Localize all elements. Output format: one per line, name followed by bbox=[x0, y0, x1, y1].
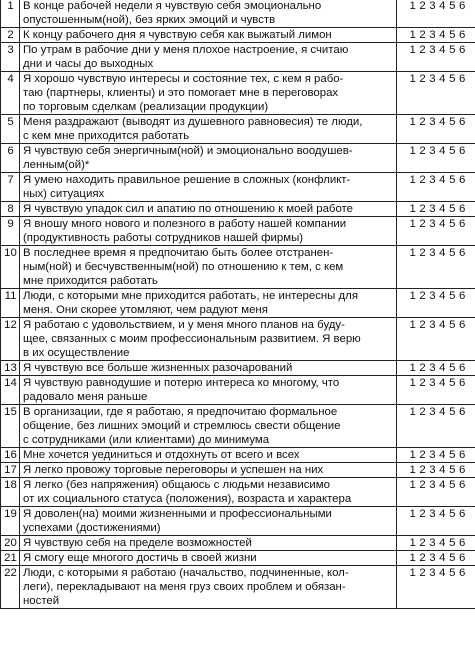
item-statement: В последнее время я предпочитаю быть более отстранен- ным(ной) и бесчувственным(ной) по отношению к тем, с кем мне приходится работать bbox=[23, 247, 344, 287]
item-statement: К концу рабочего дня я чувствую себя как выжатый лимон bbox=[23, 29, 332, 41]
rating-scale[interactable]: 1 2 3 4 5 6 bbox=[397, 28, 475, 43]
item-number: 9 bbox=[1, 217, 20, 246]
item-statement-cell bbox=[20, 405, 397, 448]
item-number: 12 bbox=[1, 318, 20, 361]
item-number: 6 bbox=[1, 144, 20, 173]
rating-scale[interactable]: 1 2 3 4 5 6 bbox=[397, 566, 475, 609]
item-statement-cell bbox=[20, 566, 397, 609]
item-statement: Люди, с которыми я работаю (начальство, подчиненные, кол- леги), перекладывают на меня груз своих проблем и обязан- ностей bbox=[23, 567, 349, 607]
item-number: 1 bbox=[1, 0, 20, 28]
table-row bbox=[1, 72, 475, 115]
table-row bbox=[1, 318, 475, 361]
item-statement-cell bbox=[20, 43, 397, 72]
rating-scale[interactable]: 1 2 3 4 5 6 bbox=[397, 536, 475, 551]
item-statement-cell bbox=[20, 376, 397, 405]
table-row bbox=[1, 28, 475, 43]
table-row bbox=[1, 536, 475, 551]
table-row bbox=[1, 202, 475, 217]
item-statement: Я легко провожу торговые переговоры и успешен на них bbox=[23, 464, 324, 476]
item-number: 2 bbox=[1, 28, 20, 43]
table-row bbox=[1, 289, 475, 318]
table-row bbox=[1, 463, 475, 478]
table-row bbox=[1, 376, 475, 405]
rating-scale[interactable]: 1 2 3 4 5 6 bbox=[397, 202, 475, 217]
item-number: 10 bbox=[1, 246, 20, 289]
item-number: 15 bbox=[1, 405, 20, 448]
item-number: 4 bbox=[1, 72, 20, 115]
item-number: 7 bbox=[1, 173, 20, 202]
item-statement: Я чувствую все больше жизненных разочарований bbox=[23, 362, 293, 374]
item-statement: Люди, с которыми мне приходится работать, не интересны для меня. Они скорее утомляют, чем радуют меня bbox=[23, 290, 358, 316]
rating-scale[interactable]: 1 2 3 4 5 6 bbox=[397, 376, 475, 405]
rating-scale[interactable]: 1 2 3 4 5 6 bbox=[397, 43, 475, 72]
table-row bbox=[1, 361, 475, 376]
table-row bbox=[1, 217, 475, 246]
item-statement-cell bbox=[20, 72, 397, 115]
item-number: 17 bbox=[1, 463, 20, 478]
item-number: 5 bbox=[1, 115, 20, 144]
rating-scale[interactable]: 1 2 3 4 5 6 bbox=[397, 72, 475, 115]
item-statement-cell bbox=[20, 28, 397, 43]
item-statement: Я работаю с удовольствием, и у меня много планов на буду- щее, связанных с моим профессиональным развитием. Я верю в их осуществление bbox=[23, 319, 361, 359]
item-statement-cell bbox=[20, 463, 397, 478]
table-row bbox=[1, 173, 475, 202]
item-statement-cell bbox=[20, 202, 397, 217]
table-row bbox=[1, 115, 475, 144]
item-statement-cell bbox=[20, 173, 397, 202]
item-statement-cell bbox=[20, 448, 397, 463]
item-statement-cell bbox=[20, 318, 397, 361]
item-statement: Я чувствую себя на пределе возможностей bbox=[23, 537, 252, 549]
rating-scale[interactable]: 1 2 3 4 5 6 bbox=[397, 478, 475, 507]
item-statement-cell bbox=[20, 144, 397, 173]
rating-scale[interactable]: 1 2 3 4 5 6 bbox=[397, 507, 475, 536]
rating-scale[interactable]: 1 2 3 4 5 6 bbox=[397, 0, 475, 28]
rating-scale[interactable]: 1 2 3 4 5 6 bbox=[397, 463, 475, 478]
item-statement-cell bbox=[20, 536, 397, 551]
rating-scale[interactable]: 1 2 3 4 5 6 bbox=[397, 144, 475, 173]
rating-scale[interactable]: 1 2 3 4 5 6 bbox=[397, 551, 475, 566]
item-statement: Я умею находить правильное решение в сложных (конфликт- ных) ситуациях bbox=[23, 174, 351, 200]
table-row bbox=[1, 405, 475, 448]
item-number: 20 bbox=[1, 536, 20, 551]
table-row bbox=[1, 507, 475, 536]
table-row bbox=[1, 551, 475, 566]
rating-scale[interactable]: 1 2 3 4 5 6 bbox=[397, 361, 475, 376]
rating-scale[interactable]: 1 2 3 4 5 6 bbox=[397, 217, 475, 246]
item-statement-cell bbox=[20, 507, 397, 536]
item-statement: Мне хочется уединиться и отдохнуть от всего и всех bbox=[23, 449, 300, 461]
item-statement: По утрам в рабочие дни у меня плохое настроение, я считаю дни и часы до выходных bbox=[23, 44, 349, 70]
table-row bbox=[1, 566, 475, 609]
item-statement: Я смогу еще многого достичь в своей жизни bbox=[23, 552, 257, 564]
item-statement: Я чувствую равнодушие и потерю интереса ко многому, что радовало меня раньше bbox=[23, 377, 340, 403]
item-statement-cell bbox=[20, 246, 397, 289]
item-statement: Я хорошо чувствую интересы и состояние тех, с кем я рабо- таю (партнеры, клиенты) и это помогает мне в переговорах по торговым сделкам (реализации продукции) bbox=[23, 73, 344, 113]
rating-scale[interactable]: 1 2 3 4 5 6 bbox=[397, 289, 475, 318]
item-statement: В конце рабочей недели я чувствую себя эмоционально опустошенным(ной), без ярких эмоций и чувств bbox=[23, 0, 322, 26]
item-number: 14 bbox=[1, 376, 20, 405]
item-statement-cell bbox=[20, 0, 397, 28]
item-statement: Я легко (без напряжения) общаюсь с людьми независимо от их социального статуса (положения), возраста и характера bbox=[23, 479, 352, 505]
table-row bbox=[1, 0, 475, 28]
item-number: 13 bbox=[1, 361, 20, 376]
item-statement-cell bbox=[20, 551, 397, 566]
item-number: 22 bbox=[1, 566, 20, 609]
table-row bbox=[1, 43, 475, 72]
item-number: 18 bbox=[1, 478, 20, 507]
item-statement: Меня раздражают (выводят из душевного равновесия) те люди, с кем мне приходится работать bbox=[23, 116, 363, 142]
item-statement-cell bbox=[20, 478, 397, 507]
rating-scale[interactable]: 1 2 3 4 5 6 bbox=[397, 173, 475, 202]
questionnaire-rows bbox=[1, 0, 475, 609]
item-statement-cell bbox=[20, 217, 397, 246]
item-statement: Я чувствую себя энергичным(ной) и эмоционально воодушев- ленным(ой)* bbox=[23, 145, 353, 171]
rating-scale[interactable]: 1 2 3 4 5 6 bbox=[397, 246, 475, 289]
item-number: 8 bbox=[1, 202, 20, 217]
rating-scale[interactable]: 1 2 3 4 5 6 bbox=[397, 318, 475, 361]
item-statement: Я доволен(на) моими жизненными и профессиональными успехами (достижениями) bbox=[23, 508, 332, 534]
table-row bbox=[1, 478, 475, 507]
table-row bbox=[1, 144, 475, 173]
rating-scale[interactable]: 1 2 3 4 5 6 bbox=[397, 405, 475, 448]
item-number: 19 bbox=[1, 507, 20, 536]
rating-scale[interactable]: 1 2 3 4 5 6 bbox=[397, 448, 475, 463]
item-number: 16 bbox=[1, 448, 20, 463]
table-row bbox=[1, 246, 475, 289]
item-statement: Я чувствую упадок сил и апатию по отношению к моей работе bbox=[23, 203, 353, 215]
item-statement: Я вношу много нового и полезного в работу нашей компании (продуктивность работы сотрудников нашей фирмы) bbox=[23, 218, 347, 244]
item-number: 3 bbox=[1, 43, 20, 72]
table-row bbox=[1, 448, 475, 463]
rating-scale[interactable]: 1 2 3 4 5 6 bbox=[397, 115, 475, 144]
item-statement-cell bbox=[20, 289, 397, 318]
item-number: 11 bbox=[1, 289, 20, 318]
item-statement-cell bbox=[20, 115, 397, 144]
item-number: 21 bbox=[1, 551, 20, 566]
item-statement: В организации, где я работаю, я предпочитаю формальное общение, без лишних эмоций и стремлюсь свести общение с сотрудниками (или клиентами) до минимума bbox=[23, 406, 341, 446]
item-statement-cell bbox=[20, 361, 397, 376]
